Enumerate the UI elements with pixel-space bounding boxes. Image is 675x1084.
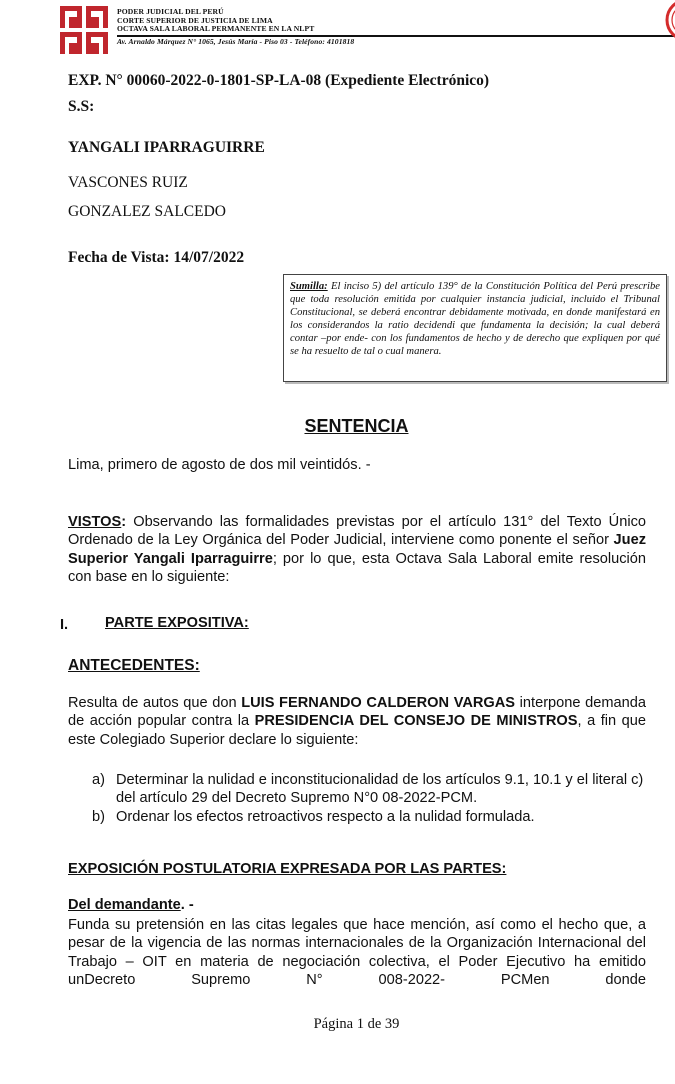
vistos-label: VISTOS (68, 514, 122, 530)
petitions-list (92, 771, 648, 826)
fecha-de-vista: Fecha de Vista: 14/07/2022 (68, 249, 245, 266)
del-demandante-label: Del demandante (68, 897, 181, 913)
sumilla-text: El inciso 5) del artículo 139° de la Constitución Política del Perú prescribe que toda resolución emitida por cualquier instancia judicial, incluido el Tribunal Constitucional, se deberá encontrar debidamente motivada, en donde manifestará en los considerandos la ratio decidendi que fundamenta la decisión; la cual deberá contar –por ende- con los fundamentos de hecho y de derecho que expliquen por qué se ha resuelto de tal o cual manera. (290, 281, 660, 358)
resulta-paragraph (68, 694, 646, 749)
poder-judicial-logo (60, 6, 108, 54)
list-item-text: Ordenar los efectos retroactivos respecto a la nulidad formulada. (116, 808, 535, 825)
vistos-text-a: Observando las formalidades previstas por el artículo 131° del Texto Único Ordenado de la Ley Orgánica del Poder Judicial, interviene como ponente el señor (68, 514, 646, 549)
sumilla-label: Sumilla: (290, 281, 328, 292)
date-line: Lima, primero de agosto de dos mil veintidós. - (68, 457, 371, 473)
judge-ponente: YANGALI IPARRAGUIRRE (68, 139, 265, 156)
resulta-text-a: Resulta de autos que don (68, 695, 242, 711)
defendant-name: PRESIDENCIA DEL CONSEJO DE MINISTROS (254, 713, 578, 730)
funda-paragraph: Funda su pretensión en las citas legales que hace mención, así como el hecho que, a pesar de la vigencia de las normas internacionales de la Organización Internacional del Trabajo – OIT en materia de negociación colectiva, el Poder Ejecutivo ha emitido unDecreto Supremo N° 008-2022- PCMen donde (68, 917, 646, 989)
document-title: SENTENCIA (304, 416, 409, 436)
resulta-text-c: , a fin que este Colegiado Superior declare lo siguiente: (68, 713, 646, 748)
list-marker: b) (92, 808, 105, 825)
judge-third: GONZALEZ SALCEDO (68, 203, 226, 220)
vistos-text-b: ; por lo que, esta Octava Sala Laboral emite resolución con base en lo siguiente: (68, 550, 646, 586)
section-title: PARTE EXPOSITIVA: (105, 615, 249, 631)
section-number: I. (60, 617, 69, 633)
list-item-text: Determinar la nulidad e inconstitucionalidad de los artículos 9.1, 10.1 y el literal c) del artículo 29 del Decreto Supremo N°0 08-2022-PCM. (116, 772, 644, 807)
resulta-text-b: interpone demanda de acción popular contra la (68, 695, 646, 730)
letterhead-institution: PODER JUDICIAL DEL PERÚ (117, 7, 224, 16)
list-marker: a) (92, 772, 105, 788)
expediente-number: EXP. N° 00060-2022-0-1801-SP-LA-08 (Expediente Electrónico) (68, 72, 490, 89)
del-demandante-suffix: . - (180, 897, 194, 913)
plaintiff-name: LUIS FERNANDO CALDERON VARGAS (241, 695, 516, 711)
letterhead (117, 8, 675, 46)
official-seal-icon (661, 0, 675, 42)
ss-label: S.S: (68, 98, 95, 115)
page-number: Página 1 de 39 (313, 1016, 400, 1032)
letterhead-court: CORTE SUPERIOR DE JUSTICIA DE LIMA (117, 15, 273, 25)
vistos-judge: Juez Superior Yangali Iparraguirre (68, 532, 646, 567)
sumilla-box (283, 274, 667, 382)
del-demandante-heading (68, 897, 194, 913)
letterhead-chamber: OCTAVA SALA LABORAL PERMANENTE EN LA NLPT (117, 24, 315, 34)
list-item (92, 771, 648, 808)
antecedentes-heading: ANTECEDENTES: (68, 657, 200, 674)
vistos-paragraph (68, 513, 646, 587)
list-item (92, 808, 648, 826)
judge-second: VASCONES RUIZ (68, 174, 188, 191)
exposicion-heading: EXPOSICIÓN POSTULATORIA EXPRESADA POR LAS PARTES: (68, 861, 507, 877)
letterhead-address: Av. Arnaldo Márquez N° 1065, Jesús María - Piso 03 - Teléfono: 4101818 (117, 35, 675, 47)
vistos-colon: : (121, 514, 127, 530)
